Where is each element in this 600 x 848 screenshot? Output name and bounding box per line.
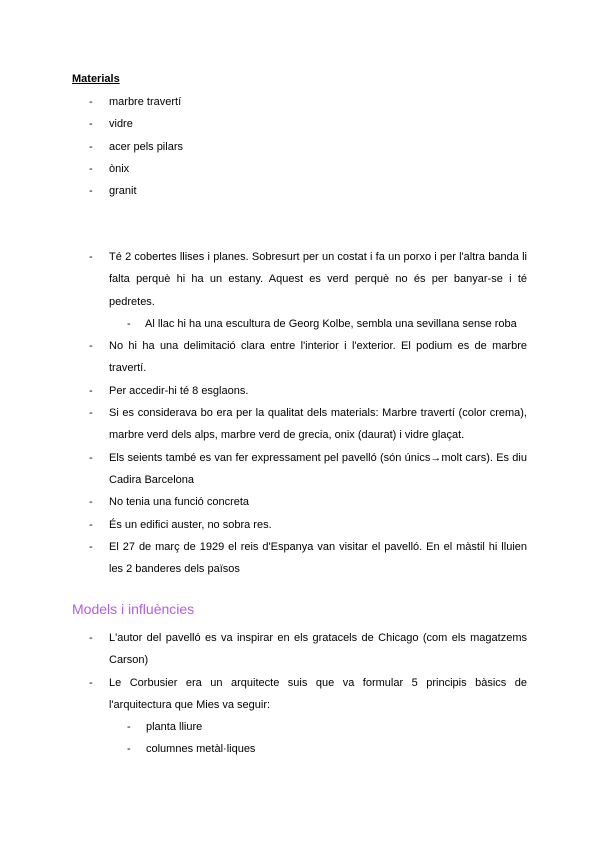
list-item-text: No hi ha una delimitació clara entre l'interior i l'exterior. El podium es de marbre travertí. — [109, 340, 527, 375]
list-item — [0, 136, 600, 158]
list-item-text: L'autor del pavelló es va inspirar en els gratacels de Chicago (com els magatzems Carson) — [109, 632, 527, 667]
list-item-text: El 27 de març de 1929 el reis d'Espanya van visitar el pavelló. En el màstil hi lluien les 2 banderes dels països — [109, 540, 527, 576]
bullet-dash: - — [89, 518, 93, 531]
list-item-text: granit — [109, 185, 137, 198]
list-item-text: Al llac hi ha una escultura de Georg Kolbe, sembla una sevillana sense roba — [145, 317, 517, 330]
bullet-dash: - — [89, 118, 93, 131]
bullet-dash: - — [89, 632, 93, 644]
list-item-text: No tenia una funció concreta — [109, 496, 250, 509]
list-item-text: És un edifici auster, no sobra res. — [109, 518, 272, 531]
bullet-dash: - — [89, 185, 93, 198]
list-subitem — [0, 716, 600, 738]
list-item — [0, 672, 600, 717]
bullet-dash: - — [89, 496, 93, 509]
list-item — [0, 536, 600, 581]
list-item — [0, 335, 600, 380]
list-item — [0, 180, 600, 202]
bullet-dash: - — [89, 251, 93, 263]
list-item-text: Per accedir-hi té 8 esglaons. — [109, 384, 249, 397]
list-item-text: Té 2 cobertes llises i planes. Sobresurt per un costat i fa un porxo i per l'altra banda li falta perquè hi ha un estany. Aquest es verd perquè no és per banyar-se i té pedretes. — [109, 251, 527, 308]
bullet-dash: - — [89, 340, 93, 353]
bullet-dash: - — [89, 162, 93, 175]
list-item-text: vidre — [109, 118, 133, 131]
bullet-dash: - — [89, 96, 93, 108]
list-item-text: ònix — [109, 162, 130, 175]
models-list — [0, 627, 600, 761]
materials-heading: Materials — [72, 73, 120, 85]
list-item-text: acer pels pilars — [109, 140, 183, 153]
list-subitem — [0, 313, 600, 335]
bullet-dash: - — [89, 384, 93, 397]
list-item — [0, 491, 600, 513]
list-item — [0, 627, 600, 672]
description-list — [0, 246, 600, 580]
bullet-dash: - — [89, 407, 93, 420]
list-item-text: Si es considerava bo era per la qualitat dels materials: Marbre travertí (color crema), marbre verd dels alps, marbre verd de grecia, onix (daurat) i vidre glaçat. — [109, 407, 527, 442]
list-item — [0, 380, 600, 402]
section-title-models: Models i influències — [72, 601, 195, 617]
bullet-dash: - — [89, 451, 93, 464]
bullet-dash: - — [127, 317, 131, 330]
list-subitem — [0, 738, 600, 760]
list-item-text: columnes metàl·liques — [146, 743, 256, 756]
bullet-dash: - — [89, 676, 93, 689]
bullet-dash: - — [89, 140, 93, 153]
list-item — [0, 91, 600, 113]
bullet-dash: - — [127, 743, 131, 756]
list-item — [0, 158, 600, 180]
list-item-text: Le Corbusier era un arquitecte suis que va formular 5 principis bàsics de l'arquitectura que Mies va seguir: — [109, 676, 527, 711]
list-item — [0, 402, 600, 447]
list-item-text: Els seients també es van fer expressament pel pavelló (són únics→molt cars). Es diu Cadira Barcelona — [109, 451, 527, 486]
list-item — [0, 113, 600, 135]
materials-list — [0, 91, 600, 202]
list-item-text: planta lliure — [146, 721, 203, 734]
bullet-dash: - — [127, 721, 131, 734]
list-item — [0, 447, 600, 492]
list-item — [0, 246, 600, 313]
bullet-dash: - — [89, 540, 93, 553]
list-item — [0, 514, 600, 536]
list-item-text: marbre travertí — [109, 96, 182, 108]
